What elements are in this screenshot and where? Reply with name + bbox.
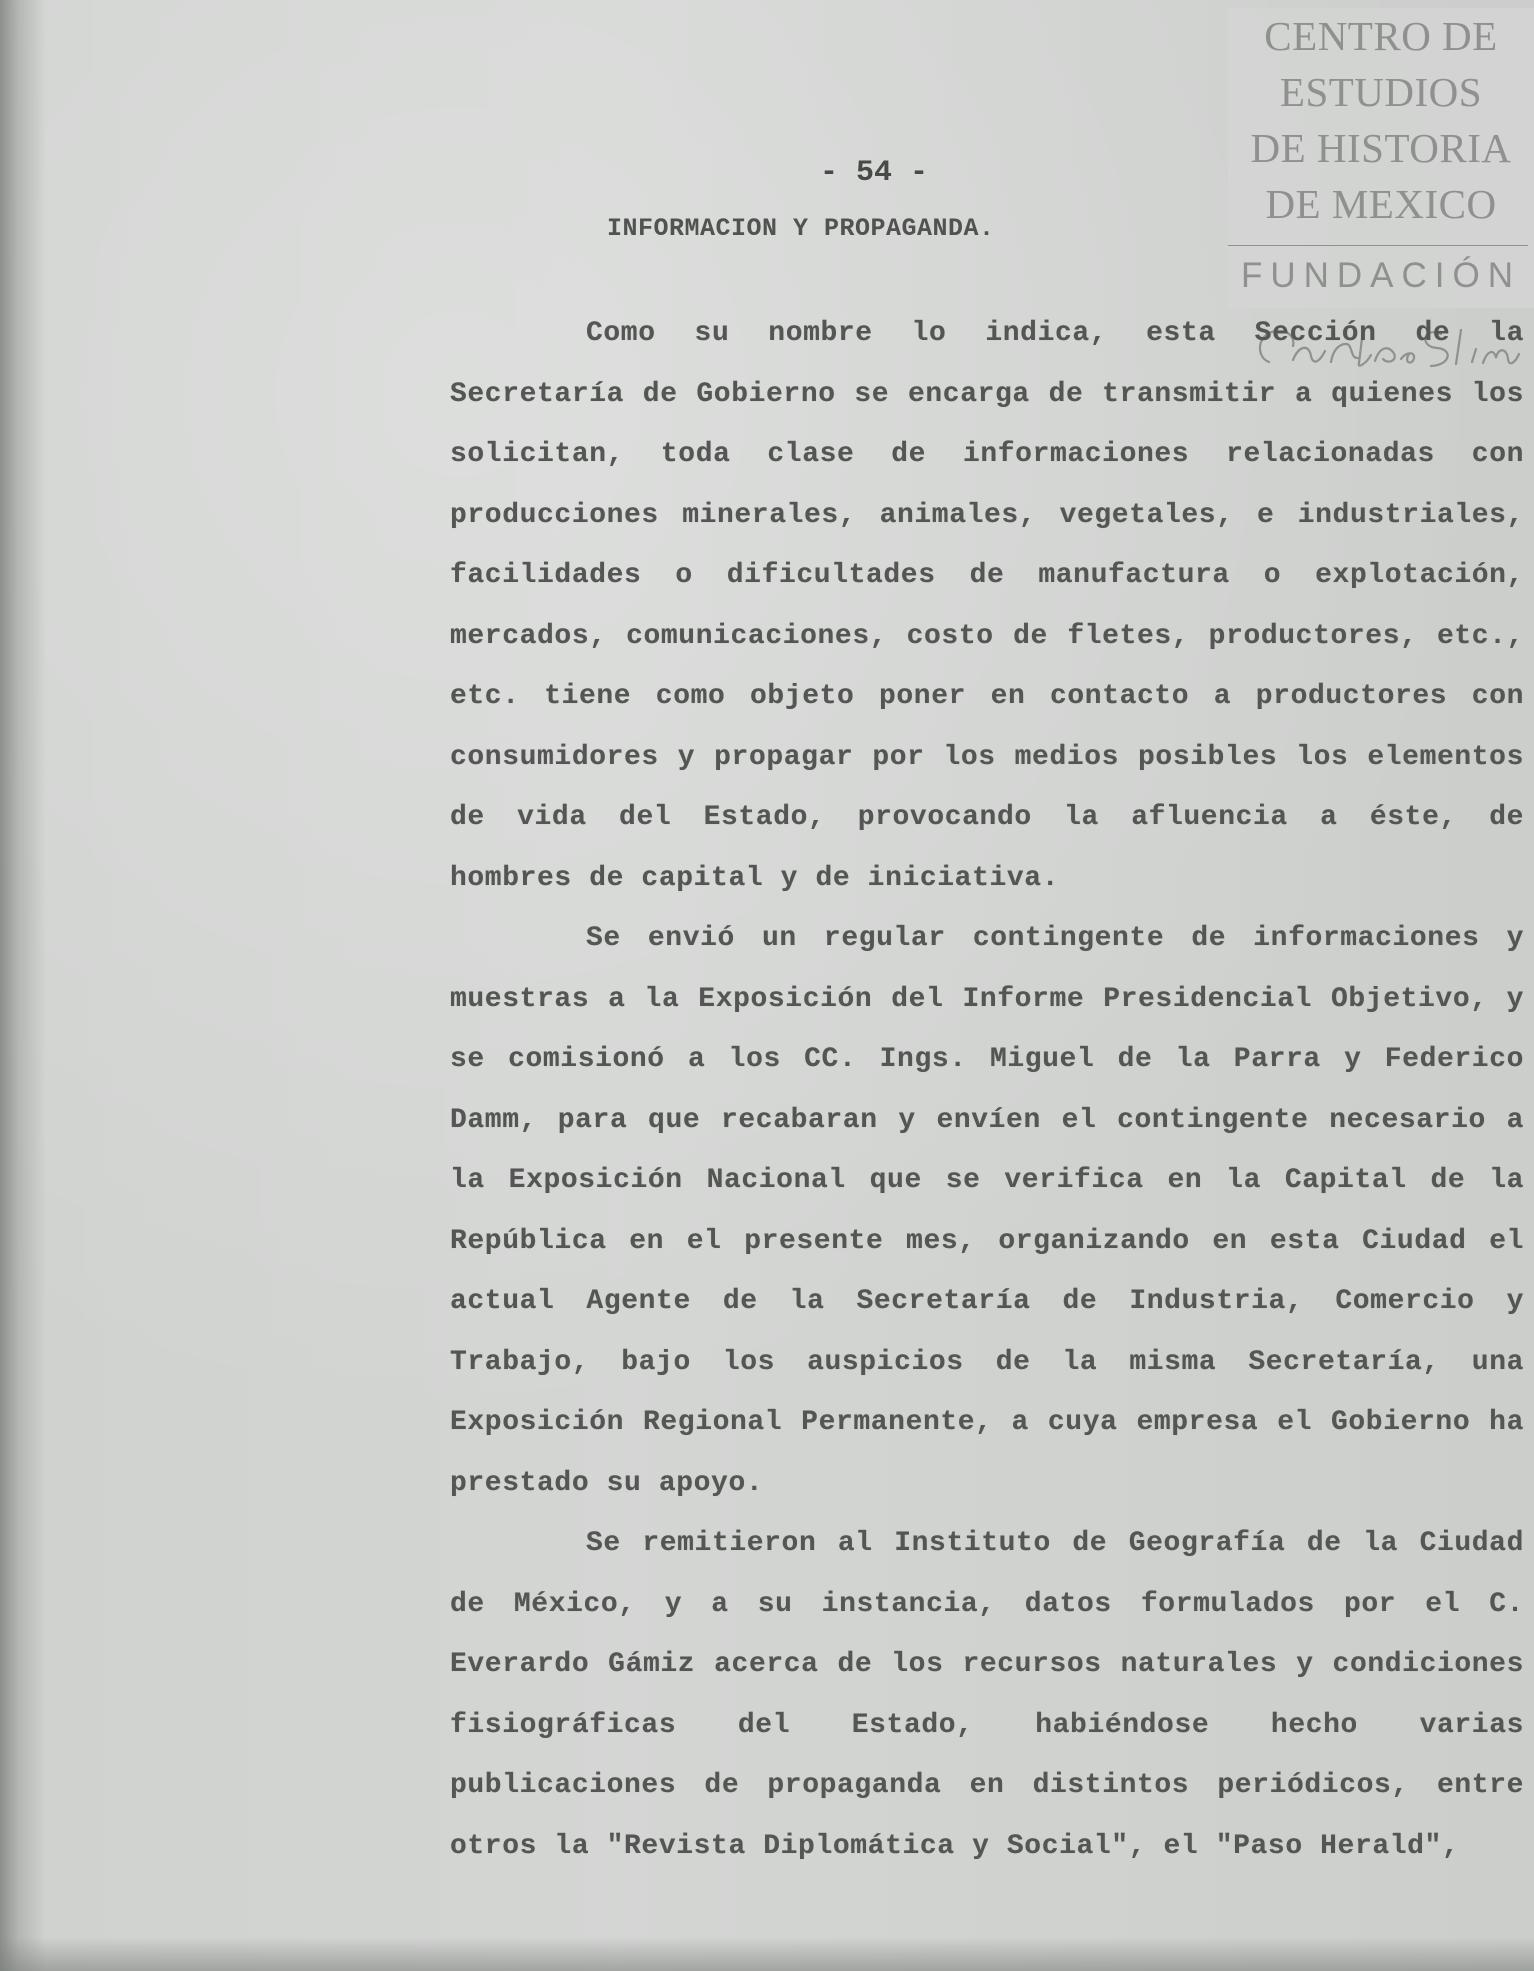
paragraph-exposition-contingent: Se envió un regular contingente de informaciones y muestras a la Exposición del Informe Presidencial Objetivo, y se comisionó a los CC. Ings. Miguel de la Parra y Federico Damm, para que recabaran y envíen el contingente necesario a la Exposición Nacional que se verifica en la Capital de la República en el presente mes, organizando en esta Ciudad el actual Agente de la Secretaría de Industria, Comercio y Trabajo, bajo los auspicios de la misma Secretaría, una Exposición Regional Permanente, a cuya empresa el Gobierno ha prestado su apoyo. — [450, 923, 1524, 1499]
archive-watermark — [1228, 8, 1534, 308]
watermark-line-3: DE HISTORIA — [1250, 125, 1512, 171]
scan-edge-shadow — [0, 0, 46, 1971]
watermark-line-2: ESTUDIOS — [1279, 69, 1483, 115]
watermark-line-1: CENTRO DE — [1264, 13, 1498, 59]
watermark-foundation: FUNDACIÓN — [1240, 256, 1522, 295]
watermark-line-4: DE MEXICO — [1265, 181, 1497, 227]
page-number: - 54 - — [820, 156, 929, 190]
paragraph-information-purpose: Como su nombre lo indica, esta Sección de la Secretaría de Gobierno se encarga de transmitir a quienes los solicitan, toda clase de informaciones relacionadas con producciones minerales, animales, vegetales, e industriales, facilidades o dificultades de manufactura o explotación, mercados, comunicaciones, costo de fletes, productores, etc., etc. tiene como objeto poner en contacto a productores con consumidores y propagar por los medios posibles los elementos de vida del Estado, provocando la afluencia a éste, de hombres de capital y de iniciativa. — [450, 318, 1524, 894]
section-title: INFORMACION Y PROPAGANDA. — [607, 214, 995, 243]
watermark-divider — [1228, 245, 1528, 246]
paragraph-geography-publications: Se remitieron al Instituto de Geografía de la Ciudad de México, y a su instancia, datos formulados por el C. Everardo Gámiz acerca de los recursos naturales y condiciones fisiográficas del Estado, habiéndose hecho varias publicaciones de propaganda en distintos periódicos, entre otros la "Revista Diplomática y Social", el "Paso Herald", — [450, 1528, 1524, 1862]
typed-body — [450, 304, 1524, 1954]
